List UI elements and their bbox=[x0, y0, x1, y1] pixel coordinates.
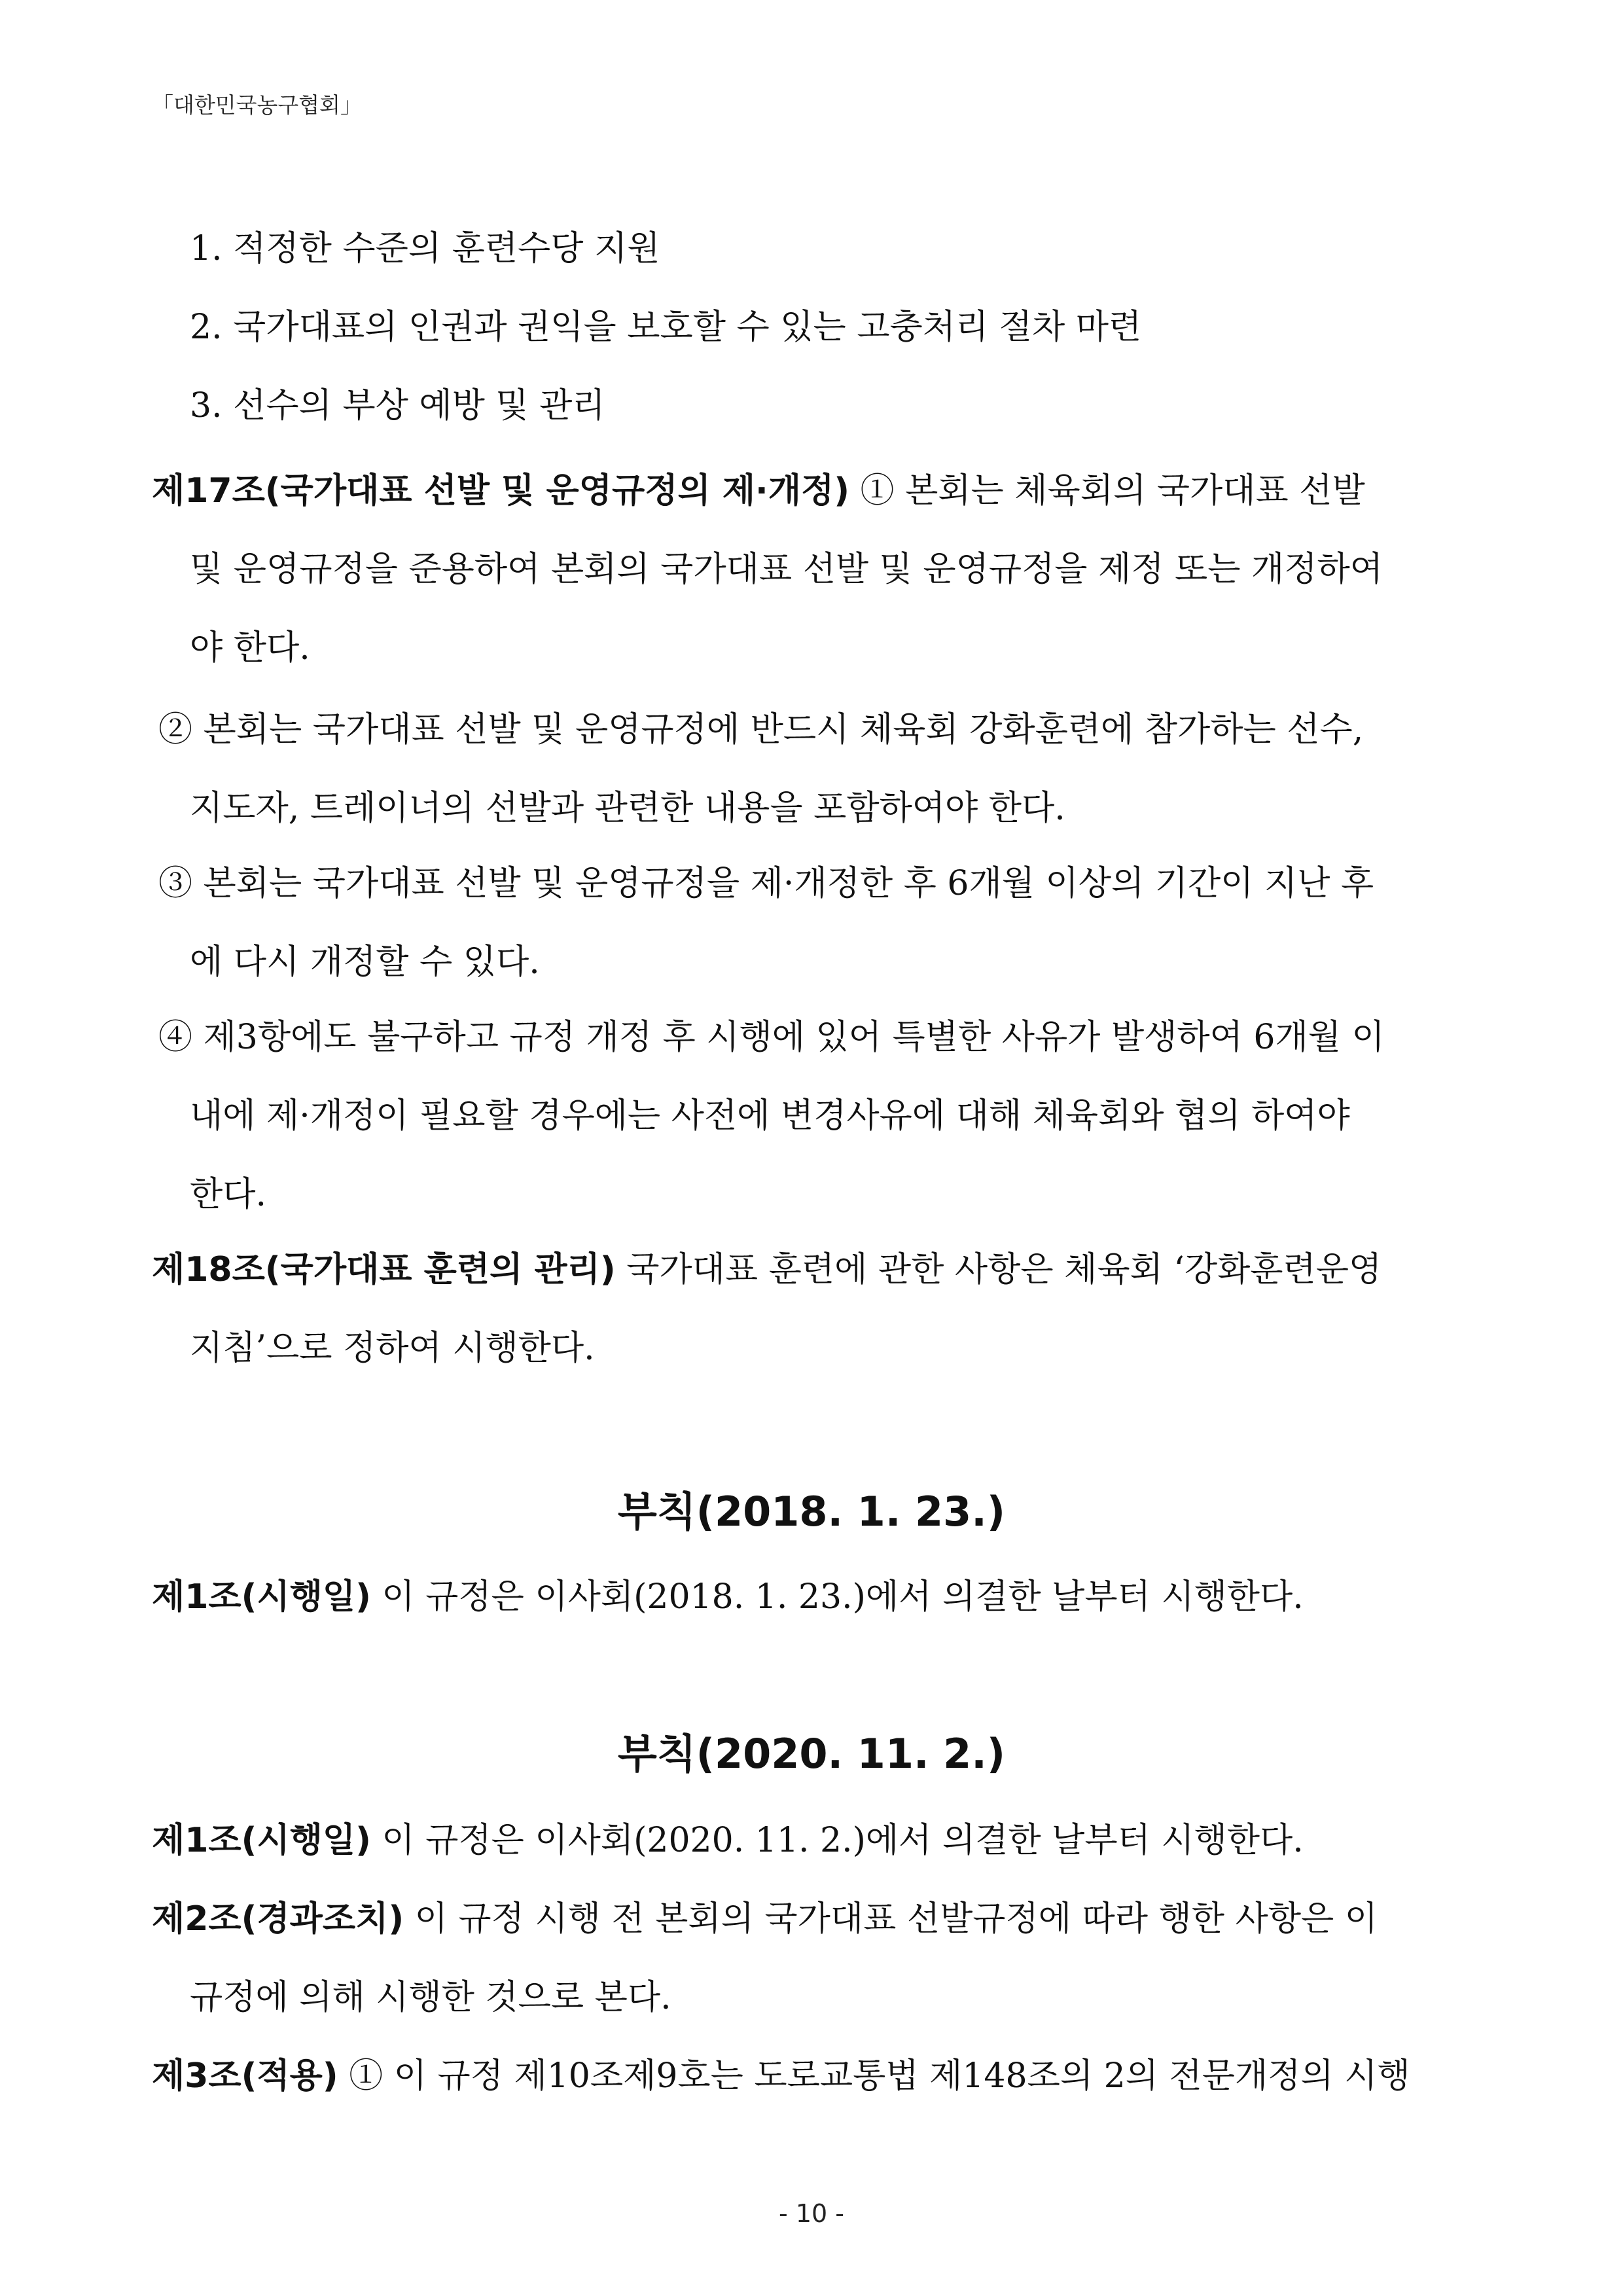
paragraph-text: 야 한다. bbox=[190, 628, 310, 668]
paragraph-text: ③ 본회는 국가대표 선발 및 운영규정을 제·개정한 후 6개월 이상의 기간이 지난 후 bbox=[158, 864, 1374, 903]
article-title: 제1조(시행일) bbox=[152, 1577, 371, 1617]
supp2-article-1 bbox=[152, 1801, 1304, 1880]
list-item: 3. 선수의 부상 예방 및 관리 bbox=[190, 386, 605, 425]
paragraph-text: 내에 제·개정이 필요할 경우에는 사전에 변경사유에 대해 체육회와 협의 하여야 bbox=[190, 1096, 1350, 1136]
article-18 bbox=[152, 1230, 1382, 1309]
list-item: 1. 적정한 수준의 훈련수당 지원 bbox=[190, 229, 660, 268]
supp2-article-3 bbox=[152, 2037, 1410, 2115]
supp1-article-1 bbox=[152, 1558, 1304, 1636]
article-17 bbox=[152, 452, 1461, 530]
paragraph-text: 지침’으로 정하여 시행한다. bbox=[190, 1329, 595, 1368]
article-title: 제18조(국가대표 훈련의 관리) bbox=[152, 1250, 616, 1289]
paragraph-text: ① 이 규정 제10조제9호는 도로교통법 제148조의 2의 전문개정의 시행 bbox=[349, 2056, 1410, 2096]
article-title: 제1조(시행일) bbox=[152, 1821, 371, 1860]
page-number: - 10 - bbox=[779, 2199, 844, 2228]
article-title: 제2조(경과조치) bbox=[152, 1899, 404, 1939]
paragraph-text: ① 본회는 체육회의 국가대표 선발 bbox=[860, 471, 1365, 511]
paragraph-text: 한다. bbox=[190, 1175, 266, 1214]
list-item: 2. 국가대표의 인권과 권익을 보호할 수 있는 고충처리 절차 마련 bbox=[190, 308, 1142, 347]
paragraph-text: 이 규정 시행 전 본회의 국가대표 선발규정에 따라 행한 사항은 이 bbox=[414, 1899, 1378, 1939]
article-title: 제17조(국가대표 선발 및 운영규정의 제·개정) bbox=[152, 471, 850, 511]
paragraph-text: 이 규정은 이사회(2020. 11. 2.)에서 의결한 날부터 시행한다. bbox=[382, 1821, 1304, 1860]
paragraph-text: ② 본회는 국가대표 선발 및 운영규정에 반드시 체육회 강화훈련에 참가하는 선수, bbox=[158, 710, 1364, 749]
paragraph-text: 이 규정은 이사회(2018. 1. 23.)에서 의결한 날부터 시행한다. bbox=[382, 1577, 1304, 1617]
paragraph-text: 에 다시 개정할 수 있다. bbox=[190, 942, 540, 982]
paragraph-text: 국가대표 훈련에 관한 사항은 체육회 ‘강화훈련운영 bbox=[626, 1250, 1382, 1289]
document-header: 「대한민국농구협회」 bbox=[152, 92, 363, 118]
paragraph-text: ④ 제3항에도 불구하고 규정 개정 후 시행에 있어 특별한 사유가 발생하여 6개월 이 bbox=[158, 1018, 1385, 1057]
article-title: 제3조(적용) bbox=[152, 2056, 338, 2096]
supp2-article-2 bbox=[152, 1880, 1378, 1958]
paragraph-text: 규정에 의해 시행한 것으로 본다. bbox=[190, 1978, 671, 2017]
supplementary-heading: 부칙(2018. 1. 23.) bbox=[617, 1488, 1006, 1535]
paragraph-text: 및 운영규정을 준용하여 본회의 국가대표 선발 및 운영규정을 제정 또는 개정하여 bbox=[190, 550, 1383, 589]
supplementary-heading: 부칙(2020. 11. 2.) bbox=[617, 1730, 1006, 1778]
paragraph-text: 지도자, 트레이너의 선발과 관련한 내용을 포함하여야 한다. bbox=[190, 789, 1065, 828]
